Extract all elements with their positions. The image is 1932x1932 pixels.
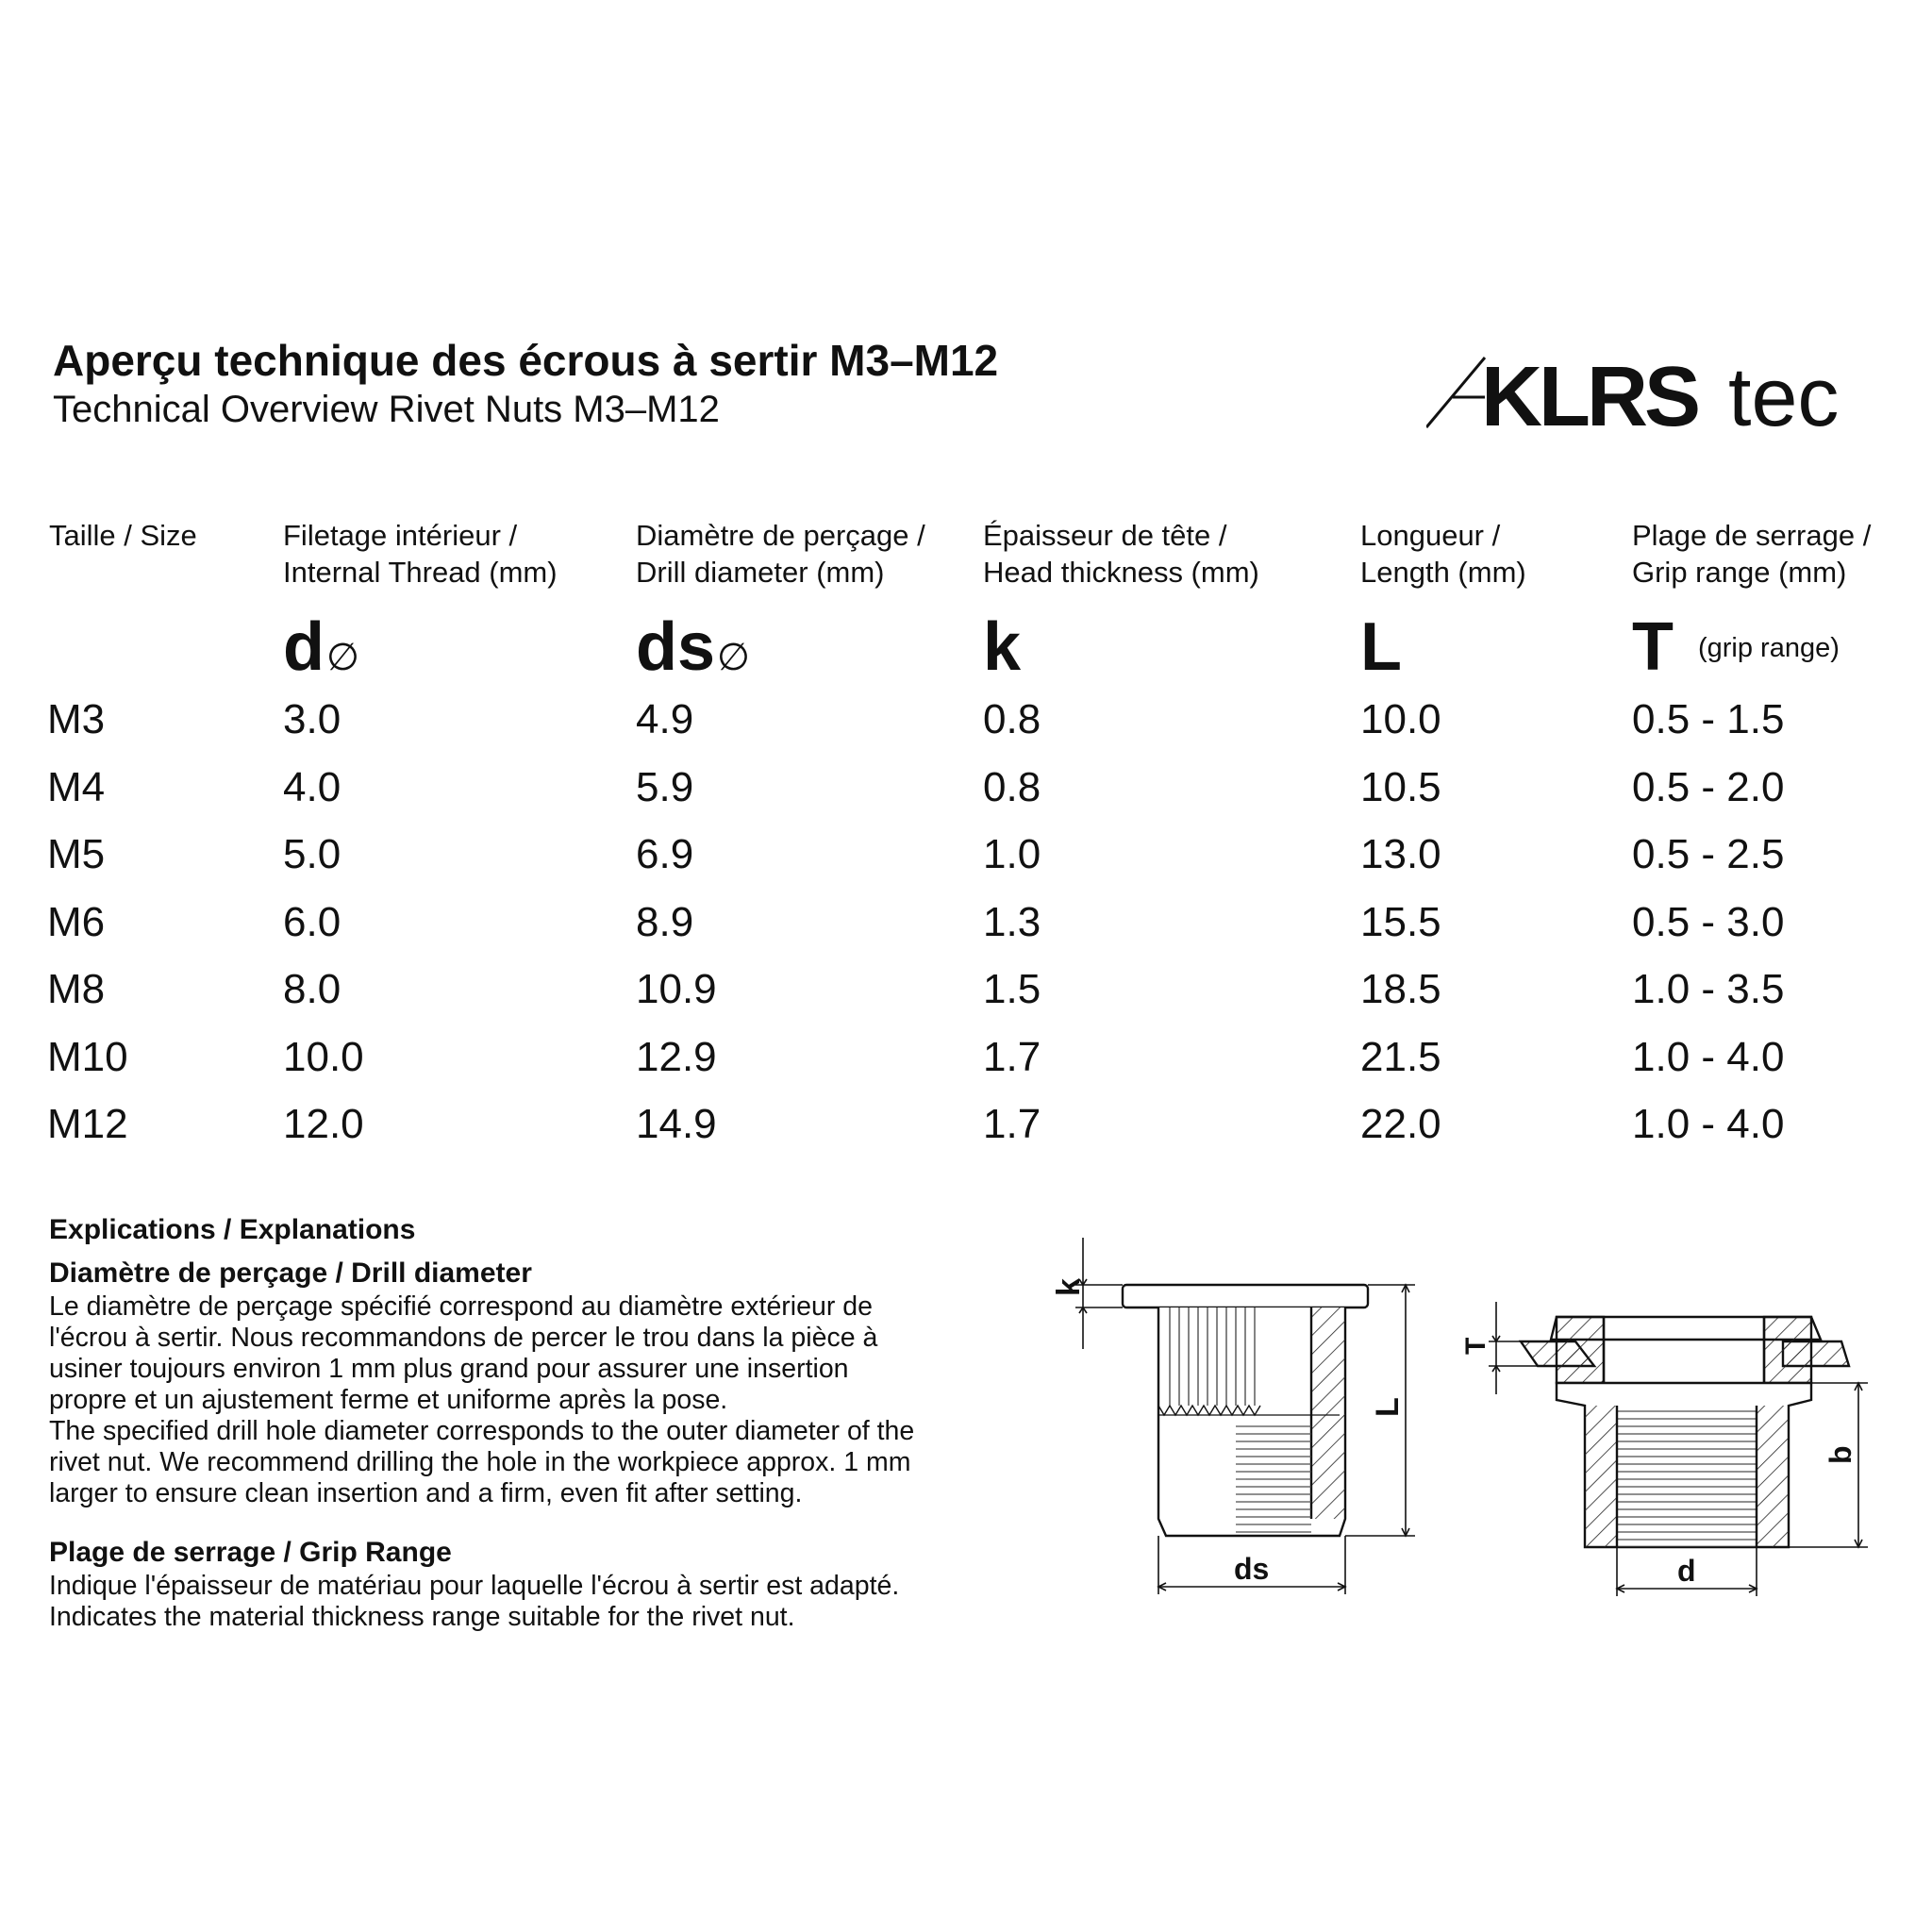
table-cell: 0.8 [983,764,1041,810]
table-cell: 0.5 - 2.0 [1632,764,1785,810]
table-row-size: M5 [47,831,106,877]
header-drill-diameter [636,517,925,591]
table-cell: 6.0 [283,899,341,945]
header-line2: Drill diameter (mm) [636,556,885,589]
grip-range-note: (grip range) [1697,633,1840,663]
table-cell: 1.0 - 4.0 [1632,1101,1785,1147]
table-cell: 1.5 [983,966,1041,1012]
table-cell: 13.0 [1360,831,1441,877]
drill-text-line: The specified drill hole diameter corresponds to the outer diameter of the [49,1416,915,1446]
table-cell: 6.9 [636,831,694,877]
rivet-nut-installed-section [1489,1302,1868,1596]
table-cell: 8.0 [283,966,341,1012]
drill-text-line: Le diamètre de perçage spécifié correspond au diamètre extérieur de [49,1291,873,1322]
table-cell: 4.0 [283,764,341,810]
table-cell: 8.9 [636,899,694,945]
table-cell: 21.5 [1360,1034,1441,1080]
symbol-letter: d [283,609,325,685]
header-line1: Filetage intérieur / [283,519,518,552]
table-cell: 1.0 - 4.0 [1632,1034,1785,1080]
drill-text-line: rivet nut. We recommend drilling the hole in the workpiece approx. 1 mm [49,1447,911,1477]
dim-label-d: d [1677,1554,1696,1588]
table-cell: 0.8 [983,696,1041,742]
logo-bold-text: KLRS [1481,350,1697,439]
symbol-letter: T [1632,609,1674,685]
table-cell: 3.0 [283,696,341,742]
table-cell: 1.0 - 3.5 [1632,966,1785,1012]
symbol-letter: k [983,609,1022,685]
drill-text-line: usiner toujours environ 1 mm plus grand pour assurer une insertion [49,1354,849,1384]
symbol-k [983,609,1022,685]
header-line1: Plage de serrage / [1632,519,1872,552]
grip-range-heading: Plage de serrage / Grip Range [49,1537,452,1568]
symbol-T [1632,609,1840,685]
table-cell: 18.5 [1360,966,1441,1012]
symbol-ds [636,609,750,691]
dim-label-b: b [1824,1445,1857,1464]
drill-text-line: larger to ensure clean insertion and a firm, even fit after setting. [49,1478,803,1508]
logo-mark-icon [1426,358,1485,427]
table-cell: 5.9 [636,764,694,810]
table-cell: 1.3 [983,899,1041,945]
drill-diameter-heading: Diamètre de perçage / Drill diameter [49,1257,532,1289]
symbol-letter: L [1360,609,1402,685]
table-cell: 22.0 [1360,1101,1441,1147]
table-cell: 0.5 - 3.0 [1632,899,1785,945]
header-grip-range [1632,517,1871,591]
dim-label-L: L [1370,1397,1406,1417]
header-size-line1: Taille / Size [49,519,197,552]
table-cell: 10.0 [1360,696,1441,742]
header-length [1360,517,1526,591]
header-size [49,517,197,554]
header-line2: Head thickness (mm) [983,556,1259,589]
table-row-size: M10 [47,1034,128,1080]
table-row-size: M12 [47,1101,128,1147]
table-cell: 0.5 - 2.5 [1632,831,1785,877]
drill-text-line: l'écrou à sertir. Nous recommandons de percer le trou dans la pièce à [49,1323,878,1353]
header-head-thickness [983,517,1259,591]
header-internal-thread [283,517,558,591]
drill-text-line: propre et un ajustement ferme et uniforme après la pose. [49,1385,728,1415]
rivet-nut-side-view [1075,1238,1415,1594]
table-cell: 12.9 [636,1034,717,1080]
diameter-icon: ∅ [717,637,750,678]
header-line1: Longueur / [1360,519,1501,552]
symbol-L [1360,609,1402,685]
dim-label-ds: ds [1234,1552,1270,1586]
dim-label-T: T [1460,1337,1491,1355]
grip-text-line: Indicates the material thickness range suitable for the rivet nut. [49,1602,795,1632]
header-line2: Internal Thread (mm) [283,556,558,589]
brand-logo [1426,344,1879,439]
table-cell: 5.0 [283,831,341,877]
table-cell: 4.9 [636,696,694,742]
symbol-d [283,609,359,691]
header-line1: Diamètre de perçage / [636,519,925,552]
header-line2: Grip range (mm) [1632,556,1847,589]
header-line2: Length (mm) [1360,556,1526,589]
table-row-size: M8 [47,966,106,1012]
table-row-size: M6 [47,899,106,945]
table-cell: 10.9 [636,966,717,1012]
page-subtitle: Technical Overview Rivet Nuts M3–M12 [53,389,720,430]
table-cell: 14.9 [636,1101,717,1147]
table-row-size: M4 [47,764,106,810]
page-title: Aperçu technique des écrous à sertir M3–M12 [53,336,999,385]
table-cell: 0.5 - 1.5 [1632,696,1785,742]
table-cell: 1.0 [983,831,1041,877]
table-cell: 12.0 [283,1101,364,1147]
table-cell: 15.5 [1360,899,1441,945]
table-cell: 10.0 [283,1034,364,1080]
table-cell: 1.7 [983,1101,1041,1147]
logo-light-text: tec [1728,350,1840,439]
header-line1: Épaisseur de tête / [983,519,1227,552]
grip-text-line: Indique l'épaisseur de matériau pour laquelle l'écrou à sertir est adapté. [49,1571,900,1601]
dim-label-k: k [1051,1278,1087,1296]
table-row-size: M3 [47,696,106,742]
symbol-letter: ds [636,609,716,685]
rivet-nut-diagrams [1028,1226,1896,1623]
explanations-heading: Explications / Explanations [49,1214,416,1245]
table-cell: 1.7 [983,1034,1041,1080]
table-cell: 10.5 [1360,764,1441,810]
diameter-icon: ∅ [325,637,359,678]
